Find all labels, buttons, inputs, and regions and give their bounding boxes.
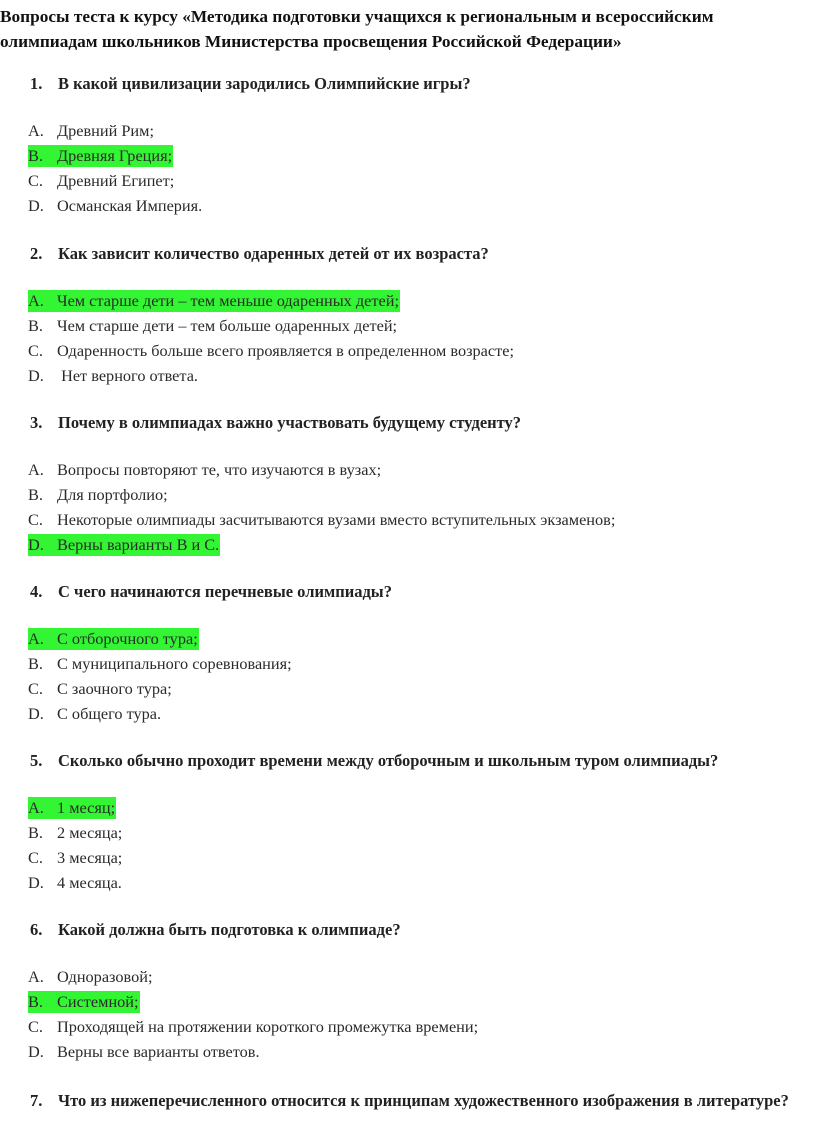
option-letter: B. (28, 146, 43, 165)
option-d (28, 193, 203, 218)
option-letter: A. (28, 121, 44, 140)
option-c (28, 1014, 479, 1039)
option-text: Верны варианты B и C. (57, 535, 220, 554)
question-number: 6. (30, 920, 43, 939)
option-letter: D. (28, 196, 44, 215)
option-letter: B. (28, 316, 43, 335)
option-text: Для портфолио; (57, 485, 168, 504)
option-b (28, 313, 515, 338)
option-c (28, 168, 203, 193)
option-letter: A. (28, 967, 44, 986)
option-letter: C. (28, 341, 43, 360)
option-highlight (28, 703, 162, 725)
question-3-options (28, 457, 616, 557)
option-highlight (28, 365, 199, 387)
option-highlight (28, 991, 140, 1013)
option-letter: C. (28, 510, 43, 529)
option-highlight (28, 120, 155, 142)
option-highlight (28, 1041, 261, 1063)
option-letter: B. (28, 485, 43, 504)
option-text: С отборочного тура; (57, 629, 198, 648)
question-2 (30, 241, 812, 267)
option-b (28, 482, 616, 507)
option-highlight (28, 509, 616, 531)
question-number: 7. (30, 1091, 43, 1110)
option-a-correct (28, 288, 515, 313)
option-highlight (28, 290, 400, 312)
option-letter: A. (28, 629, 44, 648)
option-letter: D. (28, 366, 44, 385)
option-text: С муниципального соревнования; (57, 654, 292, 673)
option-highlight (28, 822, 123, 844)
option-highlight (28, 678, 173, 700)
question-6 (30, 917, 812, 943)
option-highlight (28, 170, 175, 192)
question-number: 5. (30, 751, 43, 770)
option-text: 1 месяц; (57, 798, 116, 817)
option-highlight (28, 145, 173, 167)
option-letter: A. (28, 798, 44, 817)
question-number: 4. (30, 582, 43, 601)
option-letter: C. (28, 848, 43, 867)
option-highlight (28, 797, 116, 819)
option-b-correct (28, 989, 479, 1014)
option-text: Верны все варианты ответов. (57, 1042, 260, 1061)
option-text: Древняя Греция; (57, 146, 173, 165)
option-highlight (28, 628, 199, 650)
option-d (28, 363, 515, 388)
question-text: В какой цивилизации зародились Олимпийские игры? (58, 74, 471, 93)
option-highlight (28, 534, 220, 556)
question-1-options (28, 118, 203, 218)
option-highlight (28, 847, 123, 869)
option-highlight (28, 1016, 479, 1038)
option-a (28, 118, 203, 143)
question-2-options (28, 288, 515, 388)
option-b (28, 651, 293, 676)
option-highlight (28, 459, 382, 481)
option-letter: D. (28, 873, 44, 892)
question-7 (30, 1088, 812, 1114)
option-letter: A. (28, 291, 44, 310)
question-5 (30, 748, 812, 774)
option-highlight (28, 872, 123, 894)
question-3 (30, 410, 812, 436)
option-text: Древний Египет; (57, 171, 175, 190)
option-highlight (28, 484, 169, 506)
option-letter: D. (28, 704, 44, 723)
option-highlight (28, 315, 398, 337)
question-text: Как зависит количество одаренных детей от их возраста? (58, 244, 489, 263)
option-text: Вопросы повторяют те, что изучаются в вузах; (57, 460, 382, 479)
question-number: 2. (30, 244, 43, 263)
option-a-correct (28, 795, 123, 820)
option-highlight (28, 195, 203, 217)
option-text: Одноразовой; (57, 967, 153, 986)
option-text: 4 месяца. (57, 873, 122, 892)
option-c (28, 845, 123, 870)
option-d (28, 870, 123, 895)
option-letter: D. (28, 535, 44, 554)
question-text: Что из нижеперечисленного относится к принципам художественного изображения в литературе? (58, 1091, 789, 1110)
option-d (28, 1039, 479, 1064)
option-text: Системной; (57, 992, 139, 1011)
option-highlight (28, 340, 515, 362)
option-text: Чем старше дети – тем больше одаренных детей; (57, 316, 398, 335)
option-letter: A. (28, 460, 44, 479)
option-text: 3 месяца; (57, 848, 123, 867)
option-letter: B. (28, 823, 43, 842)
option-letter: C. (28, 1017, 43, 1036)
option-c (28, 676, 293, 701)
option-highlight (28, 966, 153, 988)
question-4 (30, 579, 812, 605)
option-text: Древний Рим; (57, 121, 154, 140)
question-number: 1. (30, 74, 43, 93)
option-text: Османская Империя. (57, 196, 203, 215)
option-text: С заочного тура; (57, 679, 172, 698)
option-text: Одаренность больше всего проявляется в определенном возрасте; (57, 341, 514, 360)
question-number: 3. (30, 413, 43, 432)
option-text: Чем старше дети – тем меньше одаренных детей; (57, 291, 399, 310)
option-c (28, 507, 616, 532)
option-letter: B. (28, 992, 43, 1011)
option-letter: B. (28, 654, 43, 673)
option-text: Проходящей на протяжении короткого промежутка времени; (57, 1017, 479, 1036)
question-6-options (28, 964, 479, 1064)
option-a (28, 457, 616, 482)
question-text: С чего начинаются перечневые олимпиады? (58, 582, 392, 601)
document-title: Вопросы теста к курсу «Методика подготовки учащихся к региональным и всероссийским олимпиадам школьников Министерства просвещения Российской Федерации» (0, 7, 714, 51)
option-text: Некоторые олимпиады засчитываются вузами вместо вступительных экзаменов; (57, 510, 616, 529)
option-b-correct (28, 143, 203, 168)
question-text: Сколько обычно проходит времени между отборочным и школьным туром олимпиады? (58, 751, 719, 770)
question-1 (30, 71, 812, 97)
option-d (28, 701, 293, 726)
option-b (28, 820, 123, 845)
option-letter: C. (28, 679, 43, 698)
question-4-options (28, 626, 293, 726)
option-a (28, 964, 479, 989)
option-text: 2 месяца; (57, 823, 123, 842)
option-highlight (28, 653, 293, 675)
option-text: С общего тура. (57, 704, 162, 723)
option-c (28, 338, 515, 363)
question-5-options (28, 795, 123, 895)
option-text: Нет верного ответа. (57, 366, 199, 385)
option-a-correct (28, 626, 293, 651)
option-letter: D. (28, 1042, 44, 1061)
option-d-correct (28, 532, 616, 557)
question-text: Почему в олимпиадах важно участвовать будущему студенту? (58, 413, 522, 432)
option-letter: C. (28, 171, 43, 190)
question-text: Какой должна быть подготовка к олимпиаде? (58, 920, 401, 939)
